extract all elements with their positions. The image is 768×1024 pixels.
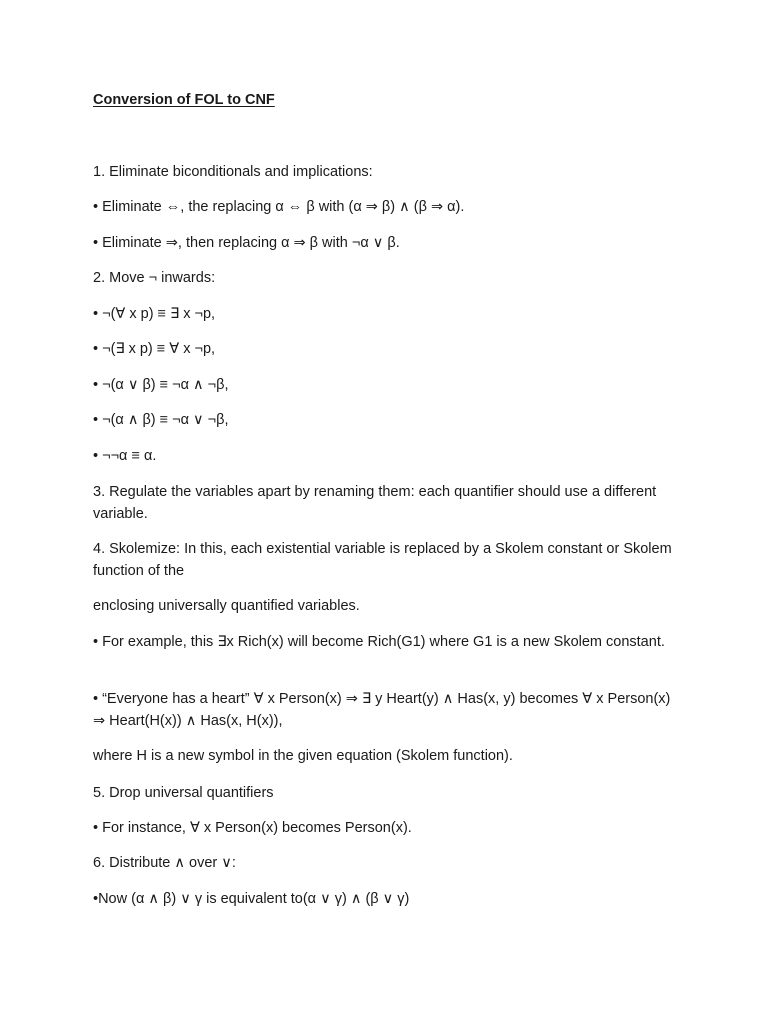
bullet-everyone-has-heart: • “Everyone has a heart” ∀ x Person(x) ⇒ ∃ y Heart(y) ∧ Has(x, y) becomes ∀ x Person(x) ⇒ Heart(H(x)) ∧ Has(x, H(x)), <box>93 691 671 729</box>
bullet-skolem-example: • For example, this ∃x Rich(x) will become Rich(G1) where G1 is a new Skolem constant. <box>93 634 665 650</box>
bullet-negation-and: • ¬(α ∧ β) ≡ ¬α ∨ ¬β, <box>93 412 229 428</box>
bullet-negation-or: • ¬(α ∨ β) ≡ ¬α ∧ ¬β, <box>93 377 229 393</box>
step-2-heading: 2. Move ¬ inwards: <box>93 270 216 286</box>
step-4-continuation: enclosing universally quantified variables. <box>93 598 360 614</box>
bullet-double-negation: • ¬¬α ≡ α. <box>93 448 157 464</box>
document-title: Conversion of FOL to CNF <box>93 92 275 108</box>
step-6-heading: 6. Distribute ∧ over ∨: <box>93 855 236 871</box>
bullet-drop-quantifier-example: • For instance, ∀ x Person(x) becomes Person(x). <box>93 820 412 836</box>
step-4-heading: 4. Skolemize: In this, each existential variable is replaced by a Skolem constant or Skolem function of the <box>93 541 672 579</box>
skolem-function-note: where H is a new symbol in the given equation (Skolem function). <box>93 748 513 764</box>
step-5-heading: 5. Drop universal quantifiers <box>93 785 274 801</box>
bullet-eliminate-biconditional: • Eliminate ⇔, the replacing α ⇔ β with (α ⇒ β) ∧ (β ⇒ α). <box>93 199 465 215</box>
step-3-heading: 3. Regulate the variables apart by renaming them: each quantifier should use a different variable. <box>93 484 657 522</box>
bullet-distribute-example: •Now (α ∧ β) ∨ γ is equivalent to(α ∨ γ) ∧ (β ∨ γ) <box>93 891 410 907</box>
bullet-negation-forall: • ¬(∀ x p) ≡ ∃ x ¬p, <box>93 306 216 322</box>
bullet-eliminate-implication: • Eliminate ⇒, then replacing α ⇒ β with ¬α ∨ β. <box>93 235 400 251</box>
bullet-negation-exists: • ¬(∃ x p) ≡ ∀ x ¬p, <box>93 341 216 357</box>
step-1-heading: 1. Eliminate biconditionals and implications: <box>93 164 373 180</box>
